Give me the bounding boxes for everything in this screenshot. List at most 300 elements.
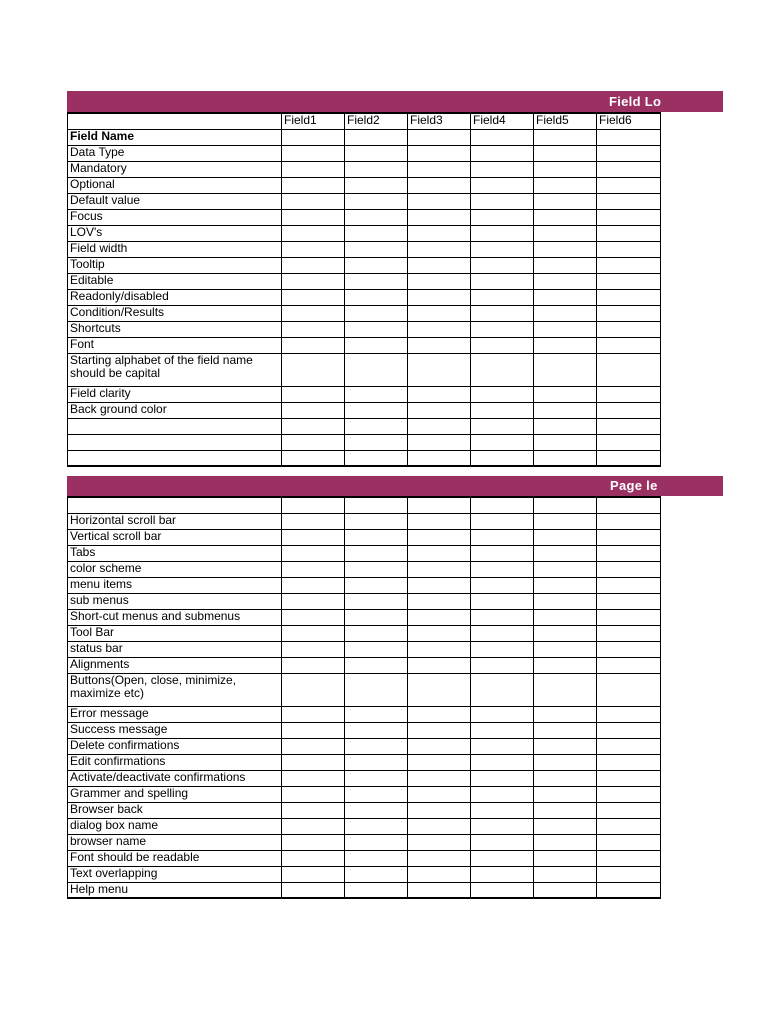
table-cell[interactable] <box>534 450 597 466</box>
table-cell[interactable] <box>345 561 408 577</box>
table-cell[interactable] <box>597 386 661 402</box>
row-label[interactable]: status bar <box>68 641 282 657</box>
table-cell[interactable] <box>282 241 345 257</box>
table-cell[interactable] <box>597 450 661 466</box>
table-cell[interactable] <box>534 770 597 786</box>
table-cell[interactable] <box>282 305 345 321</box>
table-cell[interactable] <box>282 577 345 593</box>
table-cell[interactable] <box>534 834 597 850</box>
row-label[interactable]: Help menu <box>68 882 282 898</box>
row-label[interactable]: Shortcuts <box>68 321 282 337</box>
table-cell[interactable] <box>534 353 597 386</box>
table-cell[interactable] <box>345 129 408 145</box>
table-cell[interactable] <box>408 273 471 289</box>
table-cell[interactable] <box>345 834 408 850</box>
table-cell[interactable] <box>597 321 661 337</box>
table-cell[interactable] <box>345 257 408 273</box>
table-cell[interactable] <box>408 177 471 193</box>
table-cell[interactable] <box>345 722 408 738</box>
table-cell[interactable] <box>471 386 534 402</box>
table-cell[interactable] <box>282 209 345 225</box>
table-cell[interactable] <box>282 289 345 305</box>
row-label[interactable]: Browser back <box>68 802 282 818</box>
table-cell[interactable] <box>282 561 345 577</box>
table-cell[interactable] <box>471 418 534 434</box>
row-label[interactable]: sub menus <box>68 593 282 609</box>
table-cell[interactable] <box>282 321 345 337</box>
table-cell[interactable] <box>282 529 345 545</box>
table-cell[interactable] <box>534 657 597 673</box>
table-cell[interactable] <box>345 882 408 898</box>
table-cell[interactable] <box>345 673 408 706</box>
table-cell[interactable] <box>408 818 471 834</box>
table-cell[interactable] <box>345 209 408 225</box>
table-cell[interactable] <box>471 305 534 321</box>
table-cell[interactable] <box>345 305 408 321</box>
table-cell[interactable] <box>408 882 471 898</box>
table-cell[interactable] <box>408 529 471 545</box>
table-cell[interactable] <box>345 497 408 513</box>
table-cell[interactable] <box>597 289 661 305</box>
table-cell[interactable] <box>471 402 534 418</box>
table-cell[interactable] <box>408 129 471 145</box>
table-cell[interactable] <box>597 657 661 673</box>
row-label[interactable]: Vertical scroll bar <box>68 529 282 545</box>
table-cell[interactable] <box>534 209 597 225</box>
table-cell[interactable] <box>345 738 408 754</box>
table-cell[interactable] <box>345 177 408 193</box>
table-cell[interactable] <box>471 625 534 641</box>
table-cell[interactable] <box>534 177 597 193</box>
table-cell[interactable] <box>408 257 471 273</box>
table-cell[interactable] <box>282 402 345 418</box>
table-cell[interactable] <box>408 561 471 577</box>
table-cell[interactable] <box>345 770 408 786</box>
table-cell[interactable] <box>597 209 661 225</box>
table-cell[interactable] <box>534 802 597 818</box>
table-cell[interactable] <box>597 722 661 738</box>
table-cell[interactable] <box>408 786 471 802</box>
table-cell[interactable] <box>471 529 534 545</box>
table-cell[interactable] <box>408 754 471 770</box>
table-cell[interactable] <box>345 641 408 657</box>
table-cell[interactable] <box>471 289 534 305</box>
table-cell[interactable] <box>345 193 408 209</box>
table-cell[interactable] <box>282 738 345 754</box>
table-cell[interactable] <box>408 241 471 257</box>
table-cell[interactable] <box>345 273 408 289</box>
table-cell[interactable] <box>597 177 661 193</box>
table-cell[interactable] <box>408 577 471 593</box>
table-cell[interactable] <box>408 545 471 561</box>
table-cell[interactable] <box>471 738 534 754</box>
table-cell[interactable] <box>282 882 345 898</box>
table-cell[interactable] <box>408 386 471 402</box>
table-cell[interactable] <box>345 866 408 882</box>
table-cell[interactable] <box>282 193 345 209</box>
row-label[interactable]: Mandatory <box>68 161 282 177</box>
table-cell[interactable] <box>408 145 471 161</box>
table-cell[interactable] <box>282 418 345 434</box>
table-cell[interactable] <box>534 225 597 241</box>
table-cell[interactable] <box>345 145 408 161</box>
table-cell[interactable] <box>408 513 471 529</box>
table-cell[interactable] <box>471 641 534 657</box>
table-cell[interactable] <box>345 593 408 609</box>
table-cell[interactable] <box>597 786 661 802</box>
table-cell[interactable] <box>534 609 597 625</box>
table-cell[interactable] <box>597 402 661 418</box>
table-cell[interactable] <box>534 337 597 353</box>
table-cell[interactable] <box>597 193 661 209</box>
table-cell[interactable] <box>345 545 408 561</box>
table-cell[interactable] <box>597 545 661 561</box>
table-cell[interactable] <box>471 321 534 337</box>
table-cell[interactable] <box>534 386 597 402</box>
table-cell[interactable] <box>534 754 597 770</box>
table-cell[interactable] <box>597 641 661 657</box>
table-cell[interactable] <box>345 818 408 834</box>
row-label[interactable]: Font <box>68 337 282 353</box>
row-label[interactable]: Alignments <box>68 657 282 673</box>
table-cell[interactable] <box>471 273 534 289</box>
table-cell[interactable] <box>282 673 345 706</box>
table-cell[interactable] <box>471 593 534 609</box>
table-cell[interactable] <box>534 882 597 898</box>
table-cell[interactable] <box>534 593 597 609</box>
table-cell[interactable] <box>471 706 534 722</box>
row-label[interactable]: Tooltip <box>68 257 282 273</box>
table-cell[interactable] <box>408 770 471 786</box>
table-cell[interactable] <box>534 129 597 145</box>
row-label[interactable]: Buttons(Open, close, minimize, maximize etc) <box>68 673 282 706</box>
row-label[interactable]: Starting alphabet of the field name should be capital <box>68 353 282 386</box>
row-label[interactable] <box>68 418 282 434</box>
table-cell[interactable] <box>597 706 661 722</box>
table-cell[interactable] <box>282 353 345 386</box>
table-cell[interactable] <box>345 625 408 641</box>
row-label[interactable]: browser name <box>68 834 282 850</box>
table-cell[interactable] <box>282 770 345 786</box>
table-cell[interactable] <box>282 177 345 193</box>
table-cell[interactable] <box>597 593 661 609</box>
table-cell[interactable] <box>534 529 597 545</box>
table-cell[interactable] <box>471 673 534 706</box>
column-header[interactable]: Field6 <box>597 113 661 129</box>
table-cell[interactable] <box>282 625 345 641</box>
table-cell[interactable] <box>597 738 661 754</box>
row-label[interactable] <box>68 497 282 513</box>
table-cell[interactable] <box>597 577 661 593</box>
table-cell[interactable] <box>471 337 534 353</box>
table-cell[interactable] <box>408 850 471 866</box>
table-cell[interactable] <box>282 722 345 738</box>
table-cell[interactable] <box>345 161 408 177</box>
row-label[interactable]: Back ground color <box>68 402 282 418</box>
table-cell[interactable] <box>534 866 597 882</box>
table-cell[interactable] <box>534 577 597 593</box>
row-label[interactable]: Field clarity <box>68 386 282 402</box>
table-cell[interactable] <box>597 241 661 257</box>
table-cell[interactable] <box>534 161 597 177</box>
table-cell[interactable] <box>471 754 534 770</box>
table-cell[interactable] <box>534 434 597 450</box>
row-label[interactable]: Field width <box>68 241 282 257</box>
table-cell[interactable] <box>345 450 408 466</box>
row-label[interactable] <box>68 113 282 129</box>
table-cell[interactable] <box>597 625 661 641</box>
table-cell[interactable] <box>471 434 534 450</box>
row-label[interactable]: Short-cut menus and submenus <box>68 609 282 625</box>
table-cell[interactable] <box>408 834 471 850</box>
table-cell[interactable] <box>534 625 597 641</box>
table-cell[interactable] <box>345 225 408 241</box>
row-label[interactable]: Font should be readable <box>68 850 282 866</box>
table-cell[interactable] <box>597 818 661 834</box>
row-label[interactable]: LOV's <box>68 225 282 241</box>
row-label[interactable]: Field Name <box>68 129 282 145</box>
column-header[interactable]: Field5 <box>534 113 597 129</box>
table-cell[interactable] <box>408 593 471 609</box>
table-cell[interactable] <box>345 434 408 450</box>
table-cell[interactable] <box>408 657 471 673</box>
table-cell[interactable] <box>408 161 471 177</box>
table-cell[interactable] <box>471 161 534 177</box>
table-cell[interactable] <box>471 225 534 241</box>
table-cell[interactable] <box>471 802 534 818</box>
row-label[interactable]: Text overlapping <box>68 866 282 882</box>
table-cell[interactable] <box>471 657 534 673</box>
table-cell[interactable] <box>282 545 345 561</box>
table-cell[interactable] <box>471 866 534 882</box>
table-cell[interactable] <box>597 434 661 450</box>
table-cell[interactable] <box>282 161 345 177</box>
table-cell[interactable] <box>597 161 661 177</box>
table-cell[interactable] <box>534 305 597 321</box>
table-cell[interactable] <box>408 802 471 818</box>
table-cell[interactable] <box>408 321 471 337</box>
table-cell[interactable] <box>534 273 597 289</box>
table-cell[interactable] <box>597 561 661 577</box>
table-cell[interactable] <box>345 418 408 434</box>
table-cell[interactable] <box>282 497 345 513</box>
row-label[interactable]: Condition/Results <box>68 305 282 321</box>
table-cell[interactable] <box>597 353 661 386</box>
table-cell[interactable] <box>282 337 345 353</box>
row-label[interactable]: color scheme <box>68 561 282 577</box>
table-cell[interactable] <box>345 850 408 866</box>
table-cell[interactable] <box>534 706 597 722</box>
table-cell[interactable] <box>408 738 471 754</box>
table-cell[interactable] <box>345 802 408 818</box>
table-cell[interactable] <box>534 418 597 434</box>
table-cell[interactable] <box>597 305 661 321</box>
table-cell[interactable] <box>408 625 471 641</box>
table-cell[interactable] <box>471 450 534 466</box>
table-cell[interactable] <box>534 289 597 305</box>
table-cell[interactable] <box>471 545 534 561</box>
table-cell[interactable] <box>408 450 471 466</box>
table-cell[interactable] <box>597 257 661 273</box>
table-cell[interactable] <box>471 257 534 273</box>
row-label[interactable]: Focus <box>68 209 282 225</box>
table-cell[interactable] <box>534 241 597 257</box>
table-cell[interactable] <box>282 129 345 145</box>
row-label[interactable]: Grammer and spelling <box>68 786 282 802</box>
table-cell[interactable] <box>282 225 345 241</box>
table-cell[interactable] <box>345 353 408 386</box>
row-label[interactable]: Activate/deactivate confirmations <box>68 770 282 786</box>
table-cell[interactable] <box>597 882 661 898</box>
table-cell[interactable] <box>282 866 345 882</box>
table-cell[interactable] <box>345 337 408 353</box>
table-cell[interactable] <box>408 497 471 513</box>
table-cell[interactable] <box>597 754 661 770</box>
table-cell[interactable] <box>345 402 408 418</box>
table-cell[interactable] <box>597 529 661 545</box>
table-cell[interactable] <box>408 434 471 450</box>
table-cell[interactable] <box>597 609 661 625</box>
table-cell[interactable] <box>282 802 345 818</box>
row-label[interactable]: Readonly/disabled <box>68 289 282 305</box>
table-cell[interactable] <box>534 850 597 866</box>
table-cell[interactable] <box>471 129 534 145</box>
table-cell[interactable] <box>345 386 408 402</box>
table-cell[interactable] <box>408 641 471 657</box>
table-cell[interactable] <box>534 561 597 577</box>
table-cell[interactable] <box>597 273 661 289</box>
table-cell[interactable] <box>597 497 661 513</box>
table-cell[interactable] <box>345 657 408 673</box>
row-label[interactable]: Success message <box>68 722 282 738</box>
table-cell[interactable] <box>408 225 471 241</box>
table-cell[interactable] <box>282 273 345 289</box>
table-cell[interactable] <box>345 321 408 337</box>
row-label[interactable]: Error message <box>68 706 282 722</box>
table-cell[interactable] <box>471 786 534 802</box>
table-cell[interactable] <box>534 818 597 834</box>
table-cell[interactable] <box>282 257 345 273</box>
table-cell[interactable] <box>471 834 534 850</box>
table-cell[interactable] <box>534 321 597 337</box>
column-header[interactable]: Field3 <box>408 113 471 129</box>
table-cell[interactable] <box>282 593 345 609</box>
table-cell[interactable] <box>471 145 534 161</box>
table-cell[interactable] <box>597 850 661 866</box>
column-header[interactable]: Field1 <box>282 113 345 129</box>
table-cell[interactable] <box>471 177 534 193</box>
table-cell[interactable] <box>345 289 408 305</box>
table-cell[interactable] <box>408 193 471 209</box>
table-cell[interactable] <box>408 289 471 305</box>
table-cell[interactable] <box>471 497 534 513</box>
table-cell[interactable] <box>282 818 345 834</box>
table-cell[interactable] <box>282 434 345 450</box>
table-cell[interactable] <box>282 513 345 529</box>
table-cell[interactable] <box>408 305 471 321</box>
table-cell[interactable] <box>345 754 408 770</box>
table-cell[interactable] <box>471 561 534 577</box>
table-cell[interactable] <box>408 673 471 706</box>
row-label[interactable]: dialog box name <box>68 818 282 834</box>
table-cell[interactable] <box>471 818 534 834</box>
row-label[interactable]: Tabs <box>68 545 282 561</box>
table-cell[interactable] <box>282 706 345 722</box>
table-cell[interactable] <box>471 241 534 257</box>
table-cell[interactable] <box>282 450 345 466</box>
column-header[interactable]: Field4 <box>471 113 534 129</box>
table-cell[interactable] <box>408 353 471 386</box>
table-cell[interactable] <box>597 129 661 145</box>
table-cell[interactable] <box>597 418 661 434</box>
table-cell[interactable] <box>345 513 408 529</box>
table-cell[interactable] <box>597 225 661 241</box>
table-cell[interactable] <box>597 834 661 850</box>
table-cell[interactable] <box>597 337 661 353</box>
row-label[interactable]: menu items <box>68 577 282 593</box>
table-cell[interactable] <box>471 353 534 386</box>
table-cell[interactable] <box>534 641 597 657</box>
table-cell[interactable] <box>282 386 345 402</box>
column-header[interactable]: Field2 <box>345 113 408 129</box>
table-cell[interactable] <box>597 673 661 706</box>
table-cell[interactable] <box>597 770 661 786</box>
table-cell[interactable] <box>534 786 597 802</box>
table-cell[interactable] <box>408 722 471 738</box>
table-cell[interactable] <box>471 882 534 898</box>
table-cell[interactable] <box>408 706 471 722</box>
table-cell[interactable] <box>534 145 597 161</box>
table-cell[interactable] <box>534 513 597 529</box>
table-cell[interactable] <box>345 241 408 257</box>
table-cell[interactable] <box>408 418 471 434</box>
table-cell[interactable] <box>408 609 471 625</box>
table-cell[interactable] <box>345 577 408 593</box>
table-cell[interactable] <box>597 802 661 818</box>
table-cell[interactable] <box>408 866 471 882</box>
table-cell[interactable] <box>471 193 534 209</box>
table-cell[interactable] <box>597 866 661 882</box>
table-cell[interactable] <box>534 497 597 513</box>
table-cell[interactable] <box>345 786 408 802</box>
table-cell[interactable] <box>282 641 345 657</box>
row-label[interactable]: Horizontal scroll bar <box>68 513 282 529</box>
row-label[interactable]: Delete confirmations <box>68 738 282 754</box>
row-label[interactable] <box>68 450 282 466</box>
table-cell[interactable] <box>282 786 345 802</box>
row-label[interactable]: Optional <box>68 177 282 193</box>
table-cell[interactable] <box>345 609 408 625</box>
table-cell[interactable] <box>471 850 534 866</box>
row-label[interactable]: Edit confirmations <box>68 754 282 770</box>
table-cell[interactable] <box>534 257 597 273</box>
row-label[interactable] <box>68 434 282 450</box>
table-cell[interactable] <box>282 145 345 161</box>
table-cell[interactable] <box>345 529 408 545</box>
table-cell[interactable] <box>471 577 534 593</box>
table-cell[interactable] <box>471 722 534 738</box>
table-cell[interactable] <box>408 402 471 418</box>
table-cell[interactable] <box>534 722 597 738</box>
table-cell[interactable] <box>345 706 408 722</box>
table-cell[interactable] <box>282 657 345 673</box>
table-cell[interactable] <box>597 145 661 161</box>
table-cell[interactable] <box>534 402 597 418</box>
row-label[interactable]: Editable <box>68 273 282 289</box>
table-cell[interactable] <box>471 209 534 225</box>
table-cell[interactable] <box>282 850 345 866</box>
table-cell[interactable] <box>282 754 345 770</box>
